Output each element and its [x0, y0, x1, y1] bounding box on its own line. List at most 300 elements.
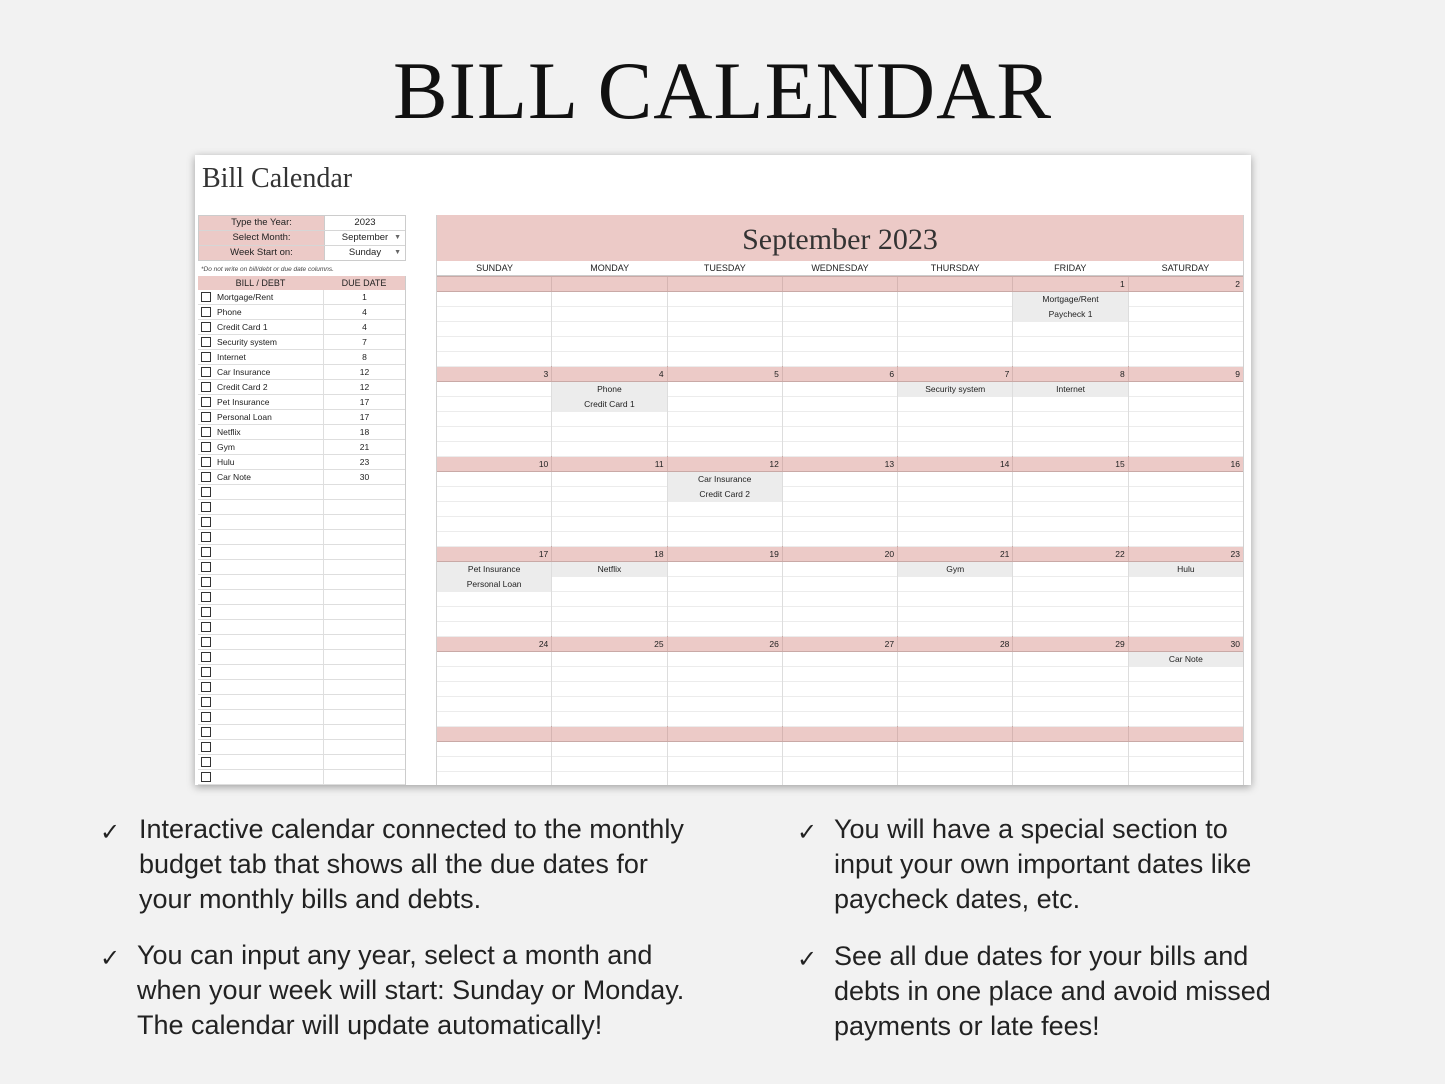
day-cell[interactable] [783, 742, 898, 785]
empty-slot[interactable] [437, 382, 551, 397]
empty-slot[interactable] [1013, 667, 1127, 682]
bill-due-date[interactable] [324, 575, 405, 589]
calendar-event[interactable]: Car Note [1129, 652, 1243, 667]
empty-slot[interactable] [1129, 472, 1243, 487]
empty-slot[interactable] [552, 322, 666, 337]
empty-slot[interactable] [437, 757, 551, 772]
empty-slot[interactable] [1013, 607, 1127, 622]
empty-slot[interactable] [1129, 352, 1243, 367]
empty-slot[interactable] [783, 742, 897, 757]
bill-checkbox[interactable] [198, 740, 214, 754]
empty-slot[interactable] [783, 712, 897, 727]
bill-name[interactable] [214, 515, 324, 529]
empty-slot[interactable] [668, 292, 782, 307]
empty-slot[interactable] [1129, 532, 1243, 547]
empty-slot[interactable] [668, 607, 782, 622]
empty-slot[interactable] [1013, 562, 1127, 577]
empty-slot[interactable] [898, 352, 1012, 367]
checkbox-icon[interactable] [201, 397, 211, 407]
checkbox-icon[interactable] [201, 622, 211, 632]
chevron-down-icon[interactable]: ▼ [394, 234, 401, 241]
bill-due-date[interactable] [324, 635, 405, 649]
empty-slot[interactable] [437, 412, 551, 427]
checkbox-icon[interactable] [201, 547, 211, 557]
bill-name[interactable]: Netflix [214, 425, 324, 439]
checkbox-icon[interactable] [201, 382, 211, 392]
day-cell[interactable] [437, 292, 552, 366]
empty-slot[interactable] [668, 442, 782, 457]
day-cell[interactable] [1013, 652, 1128, 726]
bill-name[interactable]: Car Insurance [214, 365, 324, 379]
bill-due-date[interactable]: 17 [359, 412, 370, 422]
empty-slot[interactable] [1129, 502, 1243, 517]
empty-slot[interactable] [552, 532, 666, 547]
empty-slot[interactable] [898, 307, 1012, 322]
checkbox-icon[interactable] [201, 337, 211, 347]
bill-name[interactable] [214, 560, 324, 574]
bill-due-date[interactable] [324, 710, 405, 724]
bill-checkbox[interactable] [198, 545, 214, 559]
calendar-event[interactable]: Mortgage/Rent [1013, 292, 1127, 307]
empty-slot[interactable] [1129, 337, 1243, 352]
empty-slot[interactable] [1013, 697, 1127, 712]
empty-slot[interactable] [1129, 772, 1243, 785]
empty-slot[interactable] [1129, 712, 1243, 727]
empty-slot[interactable] [1129, 667, 1243, 682]
bill-checkbox[interactable] [198, 425, 214, 439]
day-cell[interactable] [783, 382, 898, 456]
empty-slot[interactable] [668, 562, 782, 577]
empty-slot[interactable] [668, 427, 782, 442]
checkbox-icon[interactable] [201, 772, 211, 782]
day-cell[interactable] [437, 562, 552, 636]
calendar-event[interactable]: Internet [1013, 382, 1127, 397]
empty-slot[interactable] [668, 322, 782, 337]
empty-slot[interactable] [783, 607, 897, 622]
calendar-event[interactable]: Credit Card 2 [668, 487, 782, 502]
day-cell[interactable] [552, 382, 667, 456]
checkbox-icon[interactable] [201, 532, 211, 542]
empty-slot[interactable] [437, 397, 551, 412]
empty-slot[interactable] [898, 442, 1012, 457]
empty-slot[interactable] [552, 307, 666, 322]
empty-slot[interactable] [783, 322, 897, 337]
bill-checkbox[interactable] [198, 305, 214, 319]
checkbox-icon[interactable] [201, 682, 211, 692]
empty-slot[interactable] [552, 517, 666, 532]
empty-slot[interactable] [783, 412, 897, 427]
empty-slot[interactable] [668, 667, 782, 682]
bill-name[interactable]: Gym [214, 440, 324, 454]
empty-slot[interactable] [898, 652, 1012, 667]
bill-name[interactable] [214, 710, 324, 724]
day-cell[interactable] [783, 562, 898, 636]
empty-slot[interactable] [1013, 337, 1127, 352]
bill-due-date[interactable]: 1 [362, 292, 367, 302]
empty-slot[interactable] [1129, 742, 1243, 757]
checkbox-icon[interactable] [201, 607, 211, 617]
bill-name[interactable]: Credit Card 2 [214, 380, 324, 394]
empty-slot[interactable] [437, 337, 551, 352]
empty-slot[interactable] [1129, 487, 1243, 502]
empty-slot[interactable] [898, 772, 1012, 785]
checkbox-icon[interactable] [201, 412, 211, 422]
day-cell[interactable] [1013, 562, 1128, 636]
bill-due-date[interactable]: 30 [359, 472, 370, 482]
bill-name[interactable]: Credit Card 1 [214, 320, 324, 334]
empty-slot[interactable] [552, 352, 666, 367]
empty-slot[interactable] [783, 352, 897, 367]
empty-slot[interactable] [552, 442, 666, 457]
empty-slot[interactable] [437, 487, 551, 502]
empty-slot[interactable] [783, 442, 897, 457]
day-cell[interactable] [668, 292, 783, 366]
day-cell[interactable] [437, 382, 552, 456]
bill-name[interactable] [214, 755, 324, 769]
empty-slot[interactable] [437, 667, 551, 682]
empty-slot[interactable] [898, 622, 1012, 637]
empty-slot[interactable] [898, 517, 1012, 532]
empty-slot[interactable] [552, 292, 666, 307]
bill-checkbox[interactable] [198, 455, 214, 469]
empty-slot[interactable] [783, 382, 897, 397]
empty-slot[interactable] [552, 487, 666, 502]
empty-slot[interactable] [437, 442, 551, 457]
bill-due-date[interactable] [324, 665, 405, 679]
bill-checkbox[interactable] [198, 770, 214, 784]
empty-slot[interactable] [1129, 412, 1243, 427]
bill-name[interactable]: Pet Insurance [214, 395, 324, 409]
empty-slot[interactable] [1013, 442, 1127, 457]
empty-slot[interactable] [668, 307, 782, 322]
calendar-event[interactable]: Gym [898, 562, 1012, 577]
bill-due-date[interactable] [324, 755, 405, 769]
empty-slot[interactable] [783, 667, 897, 682]
empty-slot[interactable] [552, 697, 666, 712]
bill-checkbox[interactable] [198, 440, 214, 454]
empty-slot[interactable] [437, 697, 551, 712]
empty-slot[interactable] [1129, 757, 1243, 772]
day-cell[interactable] [783, 472, 898, 546]
empty-slot[interactable] [783, 517, 897, 532]
empty-slot[interactable] [668, 412, 782, 427]
empty-slot[interactable] [898, 292, 1012, 307]
empty-slot[interactable] [1129, 292, 1243, 307]
empty-slot[interactable] [552, 592, 666, 607]
day-cell[interactable] [1129, 742, 1243, 785]
day-cell[interactable] [1013, 292, 1128, 366]
empty-slot[interactable] [668, 397, 782, 412]
empty-slot[interactable] [898, 577, 1012, 592]
day-cell[interactable] [783, 652, 898, 726]
empty-slot[interactable] [898, 337, 1012, 352]
bill-name[interactable] [214, 665, 324, 679]
day-cell[interactable] [668, 382, 783, 456]
day-cell[interactable] [783, 292, 898, 366]
week-start-select[interactable] [324, 246, 405, 260]
checkbox-icon[interactable] [201, 727, 211, 737]
bill-due-date[interactable] [324, 515, 405, 529]
empty-slot[interactable] [437, 502, 551, 517]
bill-checkbox[interactable] [198, 590, 214, 604]
empty-slot[interactable] [1013, 757, 1127, 772]
day-cell[interactable] [552, 472, 667, 546]
empty-slot[interactable] [1129, 697, 1243, 712]
year-input[interactable] [324, 216, 405, 230]
day-cell[interactable] [668, 652, 783, 726]
bill-checkbox[interactable] [198, 290, 214, 304]
empty-slot[interactable] [898, 532, 1012, 547]
empty-slot[interactable] [783, 502, 897, 517]
empty-slot[interactable] [437, 307, 551, 322]
bill-checkbox[interactable] [198, 500, 214, 514]
checkbox-icon[interactable] [201, 322, 211, 332]
day-cell[interactable] [1129, 382, 1243, 456]
day-cell[interactable] [1013, 742, 1128, 785]
empty-slot[interactable] [1129, 382, 1243, 397]
empty-slot[interactable] [1013, 517, 1127, 532]
empty-slot[interactable] [898, 322, 1012, 337]
bill-checkbox[interactable] [198, 605, 214, 619]
checkbox-icon[interactable] [201, 367, 211, 377]
empty-slot[interactable] [783, 307, 897, 322]
bill-due-date[interactable] [324, 500, 405, 514]
bill-name[interactable] [214, 770, 324, 784]
checkbox-icon[interactable] [201, 487, 211, 497]
empty-slot[interactable] [898, 472, 1012, 487]
empty-slot[interactable] [437, 682, 551, 697]
bill-checkbox[interactable] [198, 575, 214, 589]
empty-slot[interactable] [783, 487, 897, 502]
bill-due-date[interactable] [324, 695, 405, 709]
empty-slot[interactable] [668, 517, 782, 532]
day-cell[interactable] [552, 652, 667, 726]
bill-checkbox[interactable] [198, 395, 214, 409]
empty-slot[interactable] [898, 742, 1012, 757]
empty-slot[interactable] [1013, 712, 1127, 727]
day-cell[interactable] [898, 472, 1013, 546]
bill-due-date[interactable] [324, 620, 405, 634]
bill-due-date[interactable]: 12 [359, 382, 370, 392]
empty-slot[interactable] [1013, 622, 1127, 637]
checkbox-icon[interactable] [201, 697, 211, 707]
checkbox-icon[interactable] [201, 457, 211, 467]
checkbox-icon[interactable] [201, 517, 211, 527]
empty-slot[interactable] [552, 682, 666, 697]
day-cell[interactable] [898, 742, 1013, 785]
empty-slot[interactable] [1013, 472, 1127, 487]
bill-name[interactable] [214, 590, 324, 604]
empty-slot[interactable] [1129, 307, 1243, 322]
empty-slot[interactable] [552, 412, 666, 427]
bill-name[interactable] [214, 695, 324, 709]
bill-due-date[interactable] [324, 605, 405, 619]
bill-due-date[interactable]: 7 [362, 337, 367, 347]
bill-checkbox[interactable] [198, 725, 214, 739]
day-cell[interactable] [1013, 472, 1128, 546]
empty-slot[interactable] [783, 292, 897, 307]
empty-slot[interactable] [783, 397, 897, 412]
empty-slot[interactable] [783, 652, 897, 667]
bill-due-date[interactable] [324, 590, 405, 604]
bill-due-date[interactable] [324, 725, 405, 739]
bill-checkbox[interactable] [198, 650, 214, 664]
empty-slot[interactable] [898, 487, 1012, 502]
day-cell[interactable] [898, 382, 1013, 456]
empty-slot[interactable] [1013, 652, 1127, 667]
empty-slot[interactable] [552, 472, 666, 487]
empty-slot[interactable] [1129, 682, 1243, 697]
day-cell[interactable] [437, 742, 552, 785]
empty-slot[interactable] [552, 577, 666, 592]
chevron-down-icon[interactable]: ▼ [394, 249, 401, 256]
checkbox-icon[interactable] [201, 712, 211, 722]
day-cell[interactable] [898, 562, 1013, 636]
bill-name[interactable] [214, 485, 324, 499]
bill-due-date[interactable] [324, 485, 405, 499]
empty-slot[interactable] [668, 352, 782, 367]
bill-checkbox[interactable] [198, 515, 214, 529]
day-cell[interactable] [552, 562, 667, 636]
empty-slot[interactable] [668, 682, 782, 697]
bill-name[interactable] [214, 650, 324, 664]
empty-slot[interactable] [437, 622, 551, 637]
calendar-event[interactable]: Pet Insurance [437, 562, 551, 577]
calendar-event[interactable]: Hulu [1129, 562, 1243, 577]
empty-slot[interactable] [898, 502, 1012, 517]
empty-slot[interactable] [668, 772, 782, 785]
empty-slot[interactable] [437, 607, 551, 622]
calendar-event[interactable]: Phone [552, 382, 666, 397]
bill-name[interactable]: Security system [214, 335, 324, 349]
bill-due-date[interactable]: 8 [362, 352, 367, 362]
empty-slot[interactable] [552, 502, 666, 517]
empty-slot[interactable] [1013, 397, 1127, 412]
empty-slot[interactable] [783, 427, 897, 442]
checkbox-icon[interactable] [201, 757, 211, 767]
empty-slot[interactable] [552, 772, 666, 785]
empty-slot[interactable] [783, 472, 897, 487]
empty-slot[interactable] [1129, 442, 1243, 457]
checkbox-icon[interactable] [201, 472, 211, 482]
empty-slot[interactable] [437, 742, 551, 757]
empty-slot[interactable] [1013, 577, 1127, 592]
day-cell[interactable] [1129, 652, 1243, 726]
checkbox-icon[interactable] [201, 352, 211, 362]
empty-slot[interactable] [1013, 682, 1127, 697]
empty-slot[interactable] [1129, 397, 1243, 412]
empty-slot[interactable] [1013, 742, 1127, 757]
bill-checkbox[interactable] [198, 350, 214, 364]
bill-due-date[interactable]: 4 [362, 307, 367, 317]
empty-slot[interactable] [1013, 502, 1127, 517]
bill-checkbox[interactable] [198, 695, 214, 709]
checkbox-icon[interactable] [201, 562, 211, 572]
empty-slot[interactable] [437, 712, 551, 727]
empty-slot[interactable] [1013, 427, 1127, 442]
empty-slot[interactable] [898, 592, 1012, 607]
empty-slot[interactable] [1129, 607, 1243, 622]
calendar-event[interactable]: Paycheck 1 [1013, 307, 1127, 322]
day-cell[interactable] [898, 292, 1013, 366]
bill-name[interactable]: Phone [214, 305, 324, 319]
empty-slot[interactable] [898, 667, 1012, 682]
empty-slot[interactable] [898, 427, 1012, 442]
bill-name[interactable] [214, 530, 324, 544]
bill-checkbox[interactable] [198, 560, 214, 574]
empty-slot[interactable] [1129, 322, 1243, 337]
bill-due-date[interactable] [324, 650, 405, 664]
checkbox-icon[interactable] [201, 427, 211, 437]
bill-name[interactable] [214, 725, 324, 739]
empty-slot[interactable] [783, 577, 897, 592]
checkbox-icon[interactable] [201, 292, 211, 302]
bill-name[interactable] [214, 620, 324, 634]
bill-name[interactable]: Internet [214, 350, 324, 364]
empty-slot[interactable] [668, 577, 782, 592]
calendar-event[interactable]: Security system [898, 382, 1012, 397]
empty-slot[interactable] [1129, 427, 1243, 442]
bill-due-date[interactable]: 4 [362, 322, 367, 332]
empty-slot[interactable] [668, 532, 782, 547]
bill-checkbox[interactable] [198, 710, 214, 724]
empty-slot[interactable] [783, 622, 897, 637]
empty-slot[interactable] [783, 772, 897, 785]
bill-checkbox[interactable] [198, 485, 214, 499]
checkbox-icon[interactable] [201, 502, 211, 512]
bill-name[interactable]: Hulu [214, 455, 324, 469]
empty-slot[interactable] [1013, 412, 1127, 427]
empty-slot[interactable] [437, 772, 551, 785]
empty-slot[interactable] [552, 712, 666, 727]
empty-slot[interactable] [668, 757, 782, 772]
empty-slot[interactable] [898, 397, 1012, 412]
bill-due-date[interactable]: 12 [359, 367, 370, 377]
empty-slot[interactable] [1013, 772, 1127, 785]
bill-name[interactable] [214, 740, 324, 754]
empty-slot[interactable] [783, 562, 897, 577]
empty-slot[interactable] [552, 607, 666, 622]
bill-checkbox[interactable] [198, 680, 214, 694]
day-cell[interactable] [1013, 382, 1128, 456]
calendar-event[interactable]: Car Insurance [668, 472, 782, 487]
checkbox-icon[interactable] [201, 442, 211, 452]
day-cell[interactable] [668, 742, 783, 785]
empty-slot[interactable] [1129, 592, 1243, 607]
bill-due-date[interactable]: 18 [359, 427, 370, 437]
empty-slot[interactable] [437, 652, 551, 667]
empty-slot[interactable] [668, 622, 782, 637]
bill-name[interactable] [214, 500, 324, 514]
empty-slot[interactable] [1013, 532, 1127, 547]
empty-slot[interactable] [898, 607, 1012, 622]
day-cell[interactable] [437, 652, 552, 726]
empty-slot[interactable] [898, 697, 1012, 712]
day-cell[interactable] [668, 562, 783, 636]
empty-slot[interactable] [783, 682, 897, 697]
empty-slot[interactable] [783, 697, 897, 712]
bill-name[interactable]: Mortgage/Rent [214, 290, 324, 304]
bill-name[interactable]: Personal Loan [214, 410, 324, 424]
day-cell[interactable] [1129, 562, 1243, 636]
empty-slot[interactable] [898, 412, 1012, 427]
month-select[interactable] [324, 231, 405, 245]
empty-slot[interactable] [668, 592, 782, 607]
day-cell[interactable] [898, 652, 1013, 726]
bill-checkbox[interactable] [198, 335, 214, 349]
day-cell[interactable] [1129, 292, 1243, 366]
bill-due-date[interactable]: 23 [359, 457, 370, 467]
